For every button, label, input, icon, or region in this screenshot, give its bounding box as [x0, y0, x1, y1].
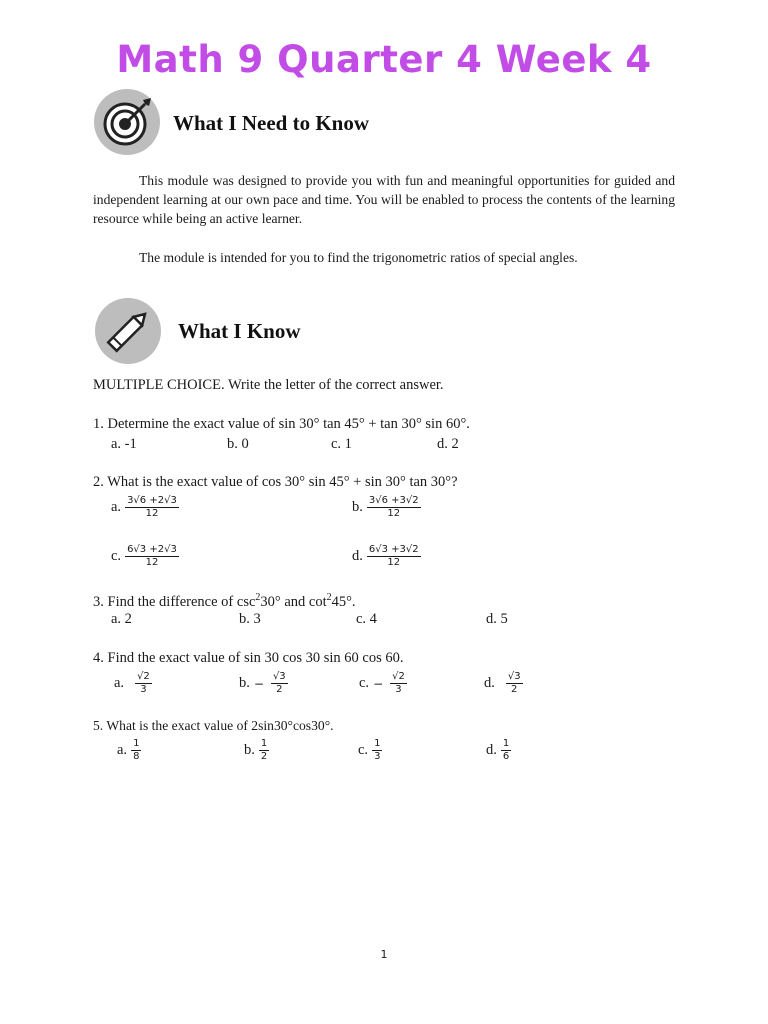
q4-option-c: [359, 671, 407, 696]
q5-option-b: [244, 738, 269, 763]
instructions: MULTIPLE CHOICE. Write the letter of the correct answer.: [93, 377, 444, 393]
q2-option-a-label: a.: [111, 499, 122, 515]
q3-text-before: 3. Find the difference of csc: [93, 593, 256, 610]
q5-option-c: [358, 738, 382, 763]
q4-option-a-label: a.: [114, 675, 125, 691]
fraction-denominator: 2: [276, 684, 283, 695]
intro-paragraph-text: This module was designed to provide you with fun and meaningful opportunities for guided and independent learning at our own pace and time. You will be enabled to process the contents of the learning resource while being an active learner.: [93, 173, 675, 226]
fraction-numerator: 6√3 +2√3: [127, 544, 177, 555]
q5-option-a-fraction: [131, 738, 141, 763]
q1-option-a-label: a. -1: [111, 436, 137, 452]
q3-superscript-1: 2: [255, 592, 261, 603]
q4-option-b-label: b.: [239, 675, 250, 691]
q5-option-d-label: d.: [486, 742, 497, 758]
objective-paragraph: [93, 248, 675, 267]
q3-option-a-label: a. 2: [111, 611, 132, 627]
q2-option-c: [111, 544, 179, 569]
question-2: 2. What is the exact value of cos 30° sin 45° + sin 30° tan 30°?: [93, 474, 458, 490]
q4-option-a: [114, 671, 152, 696]
fraction-numerator: 6√3 +3√2: [368, 544, 419, 555]
q5-option-a-label: a.: [117, 742, 128, 758]
fraction-numerator: 3√6 +3√2: [368, 495, 419, 506]
q4-option-c-fraction: [390, 671, 407, 696]
fraction-denominator: 3: [140, 684, 147, 695]
question-4: 4. Find the exact value of sin 30 cos 30 sin 60 cos 60.: [93, 650, 404, 666]
intro-paragraph: [93, 171, 675, 228]
fraction-numerator: √3: [507, 671, 521, 682]
q4-option-d-fraction: [506, 671, 523, 696]
q5-option-b-label: b.: [244, 742, 255, 758]
target-icon: [94, 89, 160, 155]
q2-option-d: [352, 544, 421, 569]
q4-option-d-label: d.: [484, 675, 495, 691]
q4-option-c-label: c.: [359, 675, 370, 691]
fraction-numerator: 1: [374, 738, 381, 749]
q1-option-d: [437, 436, 459, 453]
fraction-denominator: 12: [387, 508, 401, 519]
pencil-icon: [95, 298, 161, 364]
fraction-denominator: 2: [260, 751, 268, 762]
q4-option-d: [484, 671, 523, 696]
fraction-numerator: √2: [137, 671, 150, 682]
q2-option-a-fraction: [125, 495, 179, 520]
q2-option-d-fraction: [367, 544, 421, 569]
fraction-denominator: 2: [511, 684, 518, 695]
q2-option-c-label: c.: [111, 548, 122, 564]
fraction-numerator: √3: [272, 671, 286, 682]
objective-paragraph-text: The module is intended for you to find the trigonometric ratios of special angles.: [139, 250, 578, 265]
q3-option-c-label: c. 4: [356, 611, 377, 627]
fraction-numerator: 1: [502, 738, 510, 749]
q3-option-c: [356, 611, 377, 628]
q3-option-b: [239, 611, 261, 628]
fraction-numerator: 1: [260, 738, 268, 749]
q3-superscript-2: 2: [326, 592, 332, 603]
q3-text-after: 45°.: [331, 593, 356, 610]
q2-option-b-label: b.: [352, 499, 363, 515]
q3-option-d-label: d. 5: [486, 611, 508, 627]
q3-option-b-label: b. 3: [239, 611, 261, 627]
page-number: 1: [380, 948, 388, 961]
fraction-numerator: √2: [392, 671, 405, 682]
q1-option-c-label: c. 1: [331, 436, 352, 452]
fraction-denominator: 3: [395, 684, 402, 695]
q5-option-d-fraction: [501, 738, 511, 763]
q3-option-d: [486, 611, 508, 628]
question-3: [93, 592, 356, 611]
question-1: 1. Determine the exact value of sin 30° tan 45° + tan 30° sin 60°.: [93, 416, 470, 432]
fraction-denominator: 12: [387, 557, 401, 568]
fraction-denominator: 12: [145, 557, 159, 568]
q2-option-a: [111, 495, 179, 520]
q2-option-d-label: d.: [352, 548, 363, 564]
q5-option-c-fraction: [372, 738, 382, 763]
q1-option-d-label: d. 2: [437, 436, 459, 452]
q1-option-c: [331, 436, 352, 453]
q1-option-b: [227, 436, 249, 453]
q1-option-b-label: b. 0: [227, 436, 249, 452]
q4-option-c-sign: −: [373, 676, 384, 691]
fraction-numerator: 1: [133, 738, 140, 749]
q4-option-b-sign: −: [253, 676, 264, 691]
fraction-denominator: 3: [374, 751, 381, 762]
q5-option-d: [486, 738, 511, 763]
q3-option-a: [111, 611, 132, 628]
q4-option-b: [239, 671, 288, 696]
q5-option-a: [117, 738, 141, 763]
fraction-denominator: 12: [145, 508, 159, 519]
fraction-denominator: 8: [133, 751, 140, 762]
fraction-denominator: 6: [502, 751, 510, 762]
q1-option-a: [111, 436, 137, 453]
q2-option-b-fraction: [367, 495, 421, 520]
q5-option-b-fraction: [259, 738, 269, 763]
section-heading-need-to-know: What I Need to Know: [173, 111, 370, 135]
q2-option-c-fraction: [125, 544, 179, 569]
q4-option-a-fraction: [135, 671, 152, 696]
q5-option-c-label: c.: [358, 742, 369, 758]
page-title: Math 9 Quarter 4 Week 4: [116, 38, 652, 81]
section-heading-what-i-know: What I Know: [178, 319, 301, 343]
q3-text-mid: 30° and cot: [260, 593, 327, 610]
q2-option-b: [352, 495, 421, 520]
question-5: 5. What is the exact value of 2sin30°cos30°.: [93, 718, 334, 733]
q4-option-b-fraction: [271, 671, 288, 696]
fraction-numerator: 3√6 +2√3: [127, 495, 177, 506]
